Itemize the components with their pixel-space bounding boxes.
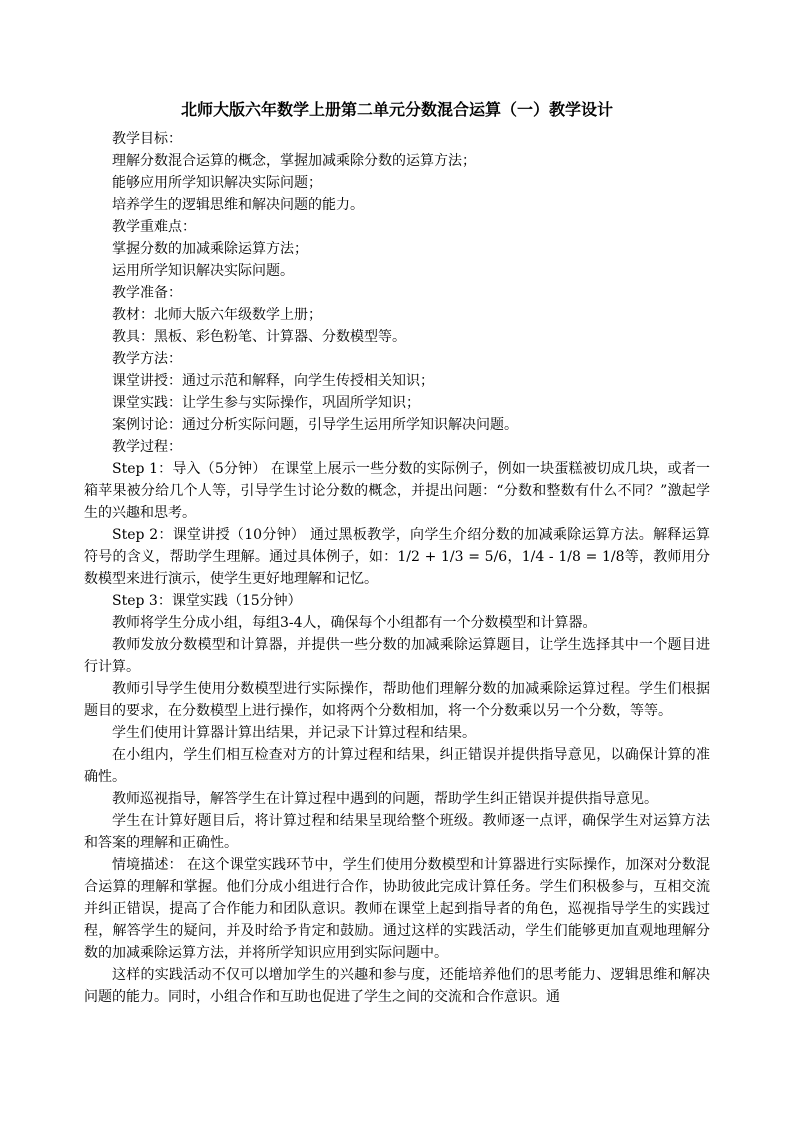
preparation-item: 教具：黑板、彩色粉笔、计算器、分数模型等。 (112, 329, 406, 345)
heading-objectives: 教学目标： (112, 131, 182, 147)
heading-process: 教学过程： (112, 439, 182, 455)
key-point-item: 运用所学知识解决实际问题。 (112, 263, 294, 279)
heading-methods: 教学方法： (112, 351, 182, 367)
process-paragraph: 教师巡视指导，解答学生在计算过程中遇到的问题，帮助学生纠正错误并提供指导意见。 (112, 791, 658, 807)
closing-paragraph: 这样的实践活动不仅可以增加学生的兴趣和参与度，还能培养他们的思考能力、逻辑思维和解决问题的能力。同时，小组合作和互助也促进了学生之间的交流和合作意识。通 (84, 967, 710, 1005)
objective-item: 能够应用所学知识解决实际问题； (112, 175, 322, 191)
key-point-item: 掌握分数的加减乘除运算方法； (112, 241, 308, 257)
step-3-heading: Step 3：课堂实践（15分钟） (112, 593, 302, 609)
process-paragraph: 学生们使用计算器计算出结果，并记录下计算过程和结果。 (112, 725, 476, 741)
scenario-paragraph: 情境描述： 在这个课堂实践环节中，学生们使用分数模型和计算器进行实际操作，加深对分数混合运算的理解和掌握。他们分成小组进行合作，协助彼此完成计算任务。学生们积极参与，互相交流并纠正错误，提高了合作能力和团队意识。教师在课堂上起到指导者的角色，巡视指导学生的实践过程，解答学生的疑问，并及时给予肯定和鼓励。通过这样的实践活动，学生们能够更加直观地理解分数的加减乘除运算方法，并将所学知识应用到实际问题中。 (84, 857, 710, 961)
document-title: 北师大版六年数学上册第二单元分数混合运算（一）教学设计 (180, 100, 613, 119)
process-paragraph: 学生在计算好题目后，将计算过程和结果呈现给整个班级。教师逐一点评，确保学生对运算方法和答案的理解和正确性。 (84, 813, 710, 851)
step-1-paragraph: Step 1：导入（5分钟） 在课堂上展示一些分数的实际例子，例如一块蛋糕被切成几块，或者一箱苹果被分给几个人等，引导学生讨论分数的概念，并提出问题：“分数和整数有什么不同？”激起学生的兴趣和思考。 (84, 461, 710, 521)
heading-key-points: 教学重难点： (112, 219, 196, 235)
preparation-item: 教材：北师大版六年级数学上册； (112, 307, 322, 323)
method-item: 课堂实践：让学生参与实际操作，巩固所学知识； (112, 395, 420, 411)
heading-preparation: 教学准备： (112, 285, 182, 301)
method-item: 课堂讲授：通过示范和解释，向学生传授相关知识； (112, 373, 434, 389)
process-paragraph: 教师引导学生使用分数模型进行实际操作，帮助他们理解分数的加减乘除运算过程。学生们根据题目的要求，在分数模型上进行操作，如将两个分数相加，将一个分数乘以另一个分数，等等。 (84, 681, 710, 719)
document-body (84, 128, 710, 1008)
objective-item: 理解分数混合运算的概念，掌握加减乘除分数的运算方法； (112, 153, 476, 169)
process-paragraph: 教师将学生分成小组，每组3-4人，确保每个小组都有一个分数模型和计算器。 (112, 615, 597, 631)
process-paragraph: 在小组内，学生们相互检查对方的计算过程和结果，纠正错误并提供指导意见，以确保计算的准确性。 (84, 747, 710, 785)
method-item: 案例讨论：通过分析实际问题，引导学生运用所学知识解决问题。 (112, 417, 518, 433)
process-paragraph: 教师发放分数模型和计算器，并提供一些分数的加减乘除运算题目，让学生选择其中一个题目进行计算。 (84, 637, 710, 675)
step-2-paragraph: Step 2：课堂讲授（10分钟） 通过黑板教学，向学生介绍分数的加减乘除运算方法。解释运算符号的含义，帮助学生理解。通过具体例子，如：1/2 + 1/3 = 5/6，1/4 - 1/8 = 1/8等，教师用分数模型来进行演示，使学生更好地理解和记忆。 (84, 527, 710, 587)
objective-item: 培养学生的逻辑思维和解决问题的能力。 (112, 197, 364, 213)
